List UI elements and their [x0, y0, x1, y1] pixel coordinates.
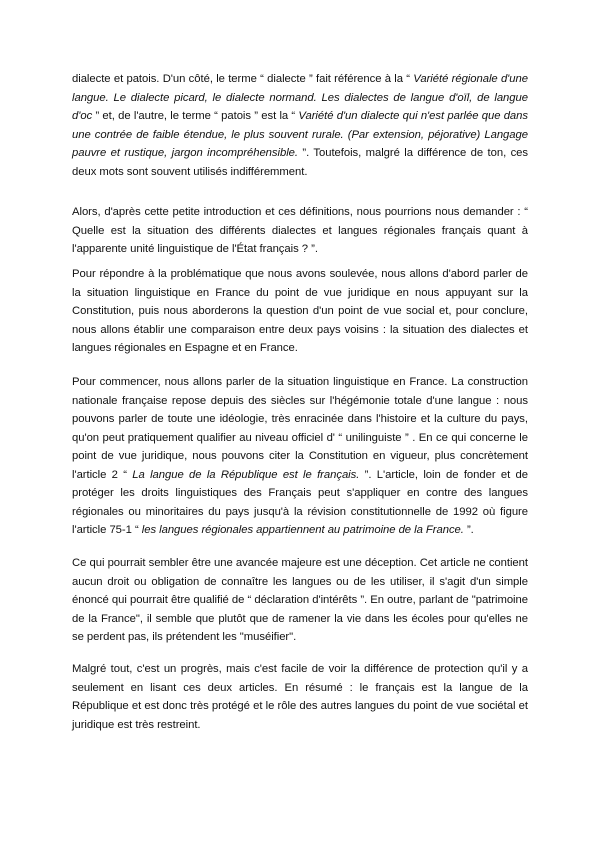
- definition-dialecte: Variété régionale d'une langue. Le dialecte picard, le dialecte normand. Les dialectes de langue d'oïl, de langue d'oc: [72, 73, 528, 122]
- paragraph-text: Pour commencer, nous allons parler de la situation linguistique en France. La construction nationale française repose depuis des siècles sur l'hégémonie totale d'une langue : nous pouvons parler de toute une idéologie, très enracinée dans l'histoire et la culture du pays, qu'on peut pratiquement qualifier au niveau officiel d' “ unilinguiste ” . En ce qui concerne le point de vue juridique, nous pouvons citer la Constitution en vigueur, plus concrètement l'article 2 “: [72, 376, 528, 481]
- paragraph-text: dialecte et patois. D'un côté, le terme “ dialecte ” fait référence à la “: [72, 73, 414, 85]
- paragraph-summary: [72, 660, 528, 734]
- paragraph-dialecte-patois-definitions: [72, 70, 528, 181]
- paragraph-text: ”. L'article, loin de fonder et de protéger les droits linguistiques des Français peut s'appliquer en contre des langues régionales ou minoritaires du pays jusqu'à la révision constitutionnelle de 1992 où figure l'article 75-1 “: [72, 468, 528, 536]
- quote-article-2: La langue de la République est le français.: [132, 468, 360, 481]
- paragraph-text: ” et, de l'autre, le terme “ patois ” est la “: [92, 110, 299, 122]
- paragraph-text: Malgré tout, c'est un progrès, mais c'est facile de voir la différence de protection qu'il y a seulement en lisant ces deux articles. En résumé : le français est la langue de la République et est donc très protégé et le rôle des autres langues du point de vue sociétal et juridique est très restreint.: [72, 663, 528, 731]
- paragraph-research-question: [72, 203, 528, 259]
- quote-article-75-1: les langues régionales appartiennent au patrimoine de la France.: [141, 524, 464, 536]
- definition-patois: Variété d'un dialecte qui n'est parlée que dans une contrée de faible étendue, le plus souvent rurale. (Par extension, péjorative) Langage pauvre et rustique, jargon incompréhensible.: [72, 110, 529, 159]
- paragraph-text: ”.: [463, 524, 474, 536]
- paragraph-deception: [72, 554, 528, 647]
- paragraph-plan: [72, 265, 528, 358]
- paragraph-text: ”. Toutefois, malgré la différence de ton, ces deux mots sont souvent utilisés indifféremment.: [72, 147, 529, 178]
- paragraph-text: Alors, d'après cette petite introduction et ces définitions, nous pourrions nous demander : “ Quelle est la situation des différents dialectes et langues régionales français quant à l'apparente unité linguistique de l'État français ? ”.: [72, 206, 528, 255]
- paragraph-text: Ce qui pourrait sembler être une avancée majeure est une déception. Cet article ne contient aucun droit ou obligation de connaître les langues ou de les utiliser, il s'agit d'un simple énoncé qui pourrait être qualifié de “ déclaration d'intérêts ”. En outre, parlant de "patrimoine de la France", il semble que plutôt que de ramener la vie dans les écoles pour qu'elles ne se perdent pas, ils prétendent les "muséifier".: [72, 557, 528, 643]
- paragraph-legal-situation: [72, 373, 528, 540]
- paragraph-text: Pour répondre à la problématique que nous avons soulevée, nous allons d'abord parler de la situation linguistique en France du point de vue juridique en nous appuyant sur la Constitution, puis nous aborderons la question d'un point de vue social et, pour conclure, nous allons établir une comparaison entre deux pays voisins : la situation des dialectes et langues régionales en Espagne et en France.: [72, 268, 528, 354]
